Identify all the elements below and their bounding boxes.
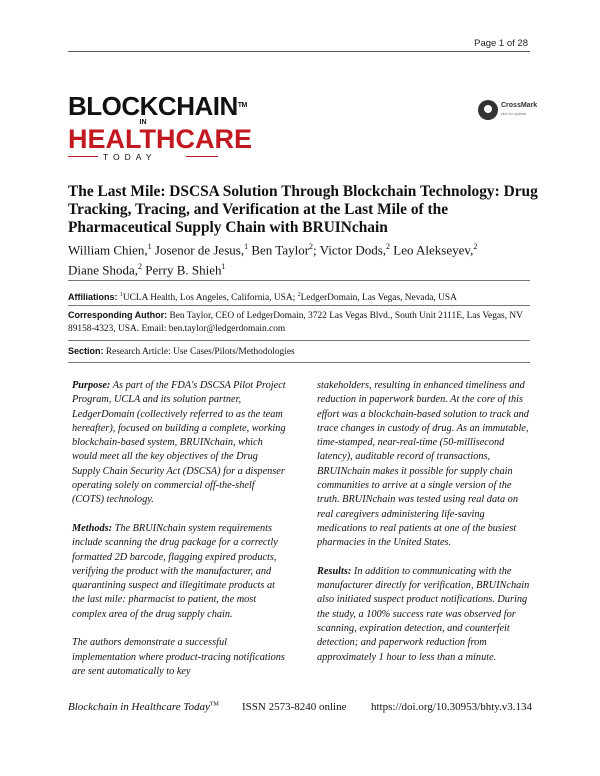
article-title: The Last Mile: DSCSA Solution Through Blockchain Technology: Drug Tracking, Tracing, and Verification at the Last Mile of the Pharmaceutical Supply Chain with BRUINchain (68, 183, 538, 236)
crossmark-badge[interactable] (478, 100, 537, 120)
author-name: Ben Taylor (248, 242, 310, 258)
corresponding-label: Corresponding Author: (68, 310, 168, 320)
divider (68, 280, 530, 281)
abstract-continuation: stakeholders, resulting in enhanced timeliness and reduction in paperwork burden. At the core of this effort was a blockchain-based solution to track and trace changes in custody of drug. As an immutable, time-stamped, near-real-time (50-millisecond latency), auditable record of transactions, BRUINchain makes it possible for supply chain communities to arrive at a single version of the truth. BRUINchain was tested using real data on real caregivers administering life-saving medications to real patients at one of the busiest pharmacies in the United States. (317, 380, 529, 549)
author-affiliation: 2 (309, 242, 314, 251)
logo-line-blockchain: BLOCKCHAIN™ (68, 91, 247, 121)
results-paragraph: Results: In addition to communicating with the manufacturer directly for verification, BRUINchain also initiated suspect product notifications. During the study, a 100% success rate was observed for scanning, expiration detection, and counterfeit detection; and paperwork reduction from approximately 1 hour to less than a minute. (317, 565, 530, 663)
affiliations: Affiliations: $^1$UCLA Health, Los Angeles, California, USA; $^2$LedgerDomain, Las Vegas, Nevada, USA (68, 292, 457, 304)
crossmark-label: CrossMark (501, 102, 538, 109)
divider (68, 362, 530, 363)
section-label: Section: (68, 346, 104, 356)
author-name: Perry B. Shieh (142, 262, 222, 278)
methods-paragraph: Methods: The BRUINchain system requirements include scanning the drug package for a correctly formatted 2D barcode, flagging expired products, verifying the product with the manufacturer, and quarantining suspect and illegitimate products at the last mile: pharmacist to patient, the most complex area of the drug supply chain. (72, 522, 278, 620)
divider (68, 340, 530, 341)
author-name: William Chien, (68, 242, 148, 258)
logo-line-today: TODAY (68, 151, 228, 163)
logo-line-healthcare: HEALTHCARE (68, 124, 252, 154)
abstract-left-column (72, 379, 286, 694)
author-affiliation: 1 (244, 242, 249, 251)
author-name: Diane Shoda, (68, 262, 139, 278)
author-name: Josenor de Jesus, (151, 242, 245, 258)
section-info: Section: Research Article: Use Cases/Pilots/Methodologies (68, 346, 295, 357)
author-affiliation: 2 (473, 242, 478, 251)
header-divider (68, 51, 530, 52)
footer-journal: Blockchain in Healthcare Today™ (68, 701, 219, 713)
author-list (68, 238, 538, 279)
corresponding-author: Corresponding Author: Ben Taylor, CEO of LedgerDomain, 3722 Las Vegas Blvd., South Unit 2111E, Las Vegas, NV 89158-4323, USA. Email: ben.taylor@ledgerdomain.com (68, 310, 523, 334)
affiliations-label: Affiliations: (68, 292, 118, 303)
page-number: Page 1 of 28 (474, 38, 528, 49)
author-affiliation: 2 (386, 242, 391, 251)
divider (68, 305, 530, 306)
purpose-paragraph: Purpose: As part of the FDA's DSCSA Pilot Project Program, UCLA and its solution partner, LedgerDomain (collectively referred to as the team hereafter), focused on building a complete, working blockchain-based system, BRUINchain, which would meet all the key objectives of the Drug Supply Chain Security Act (DSCSA) for a dispenser operating solely on commercial off-the-shelf (COTS) technology. (72, 380, 286, 506)
author-affiliation: 1 (147, 242, 152, 251)
footer-doi-link[interactable]: https://doi.org/10.30953/bhty.v3.134 (371, 701, 533, 713)
author-name: Leo Alekseyev, (390, 242, 474, 258)
crossmark-icon (478, 100, 498, 120)
methods-continuation: The authors demonstrate a successful implementation where product-tracing notifications are sent automatically to key (72, 637, 285, 677)
footer-issn: ISSN 2573-8240 online (242, 701, 347, 713)
author-affiliation: 1 (221, 262, 226, 272)
crossmark-sublabel: click for updates (501, 112, 527, 116)
journal-logo (68, 91, 252, 163)
author-affiliation: 2 (138, 262, 143, 272)
abstract-right-column (317, 379, 531, 679)
author-name: ; Victor Dods, (313, 242, 387, 258)
logo-line-in: IN (139, 119, 147, 126)
